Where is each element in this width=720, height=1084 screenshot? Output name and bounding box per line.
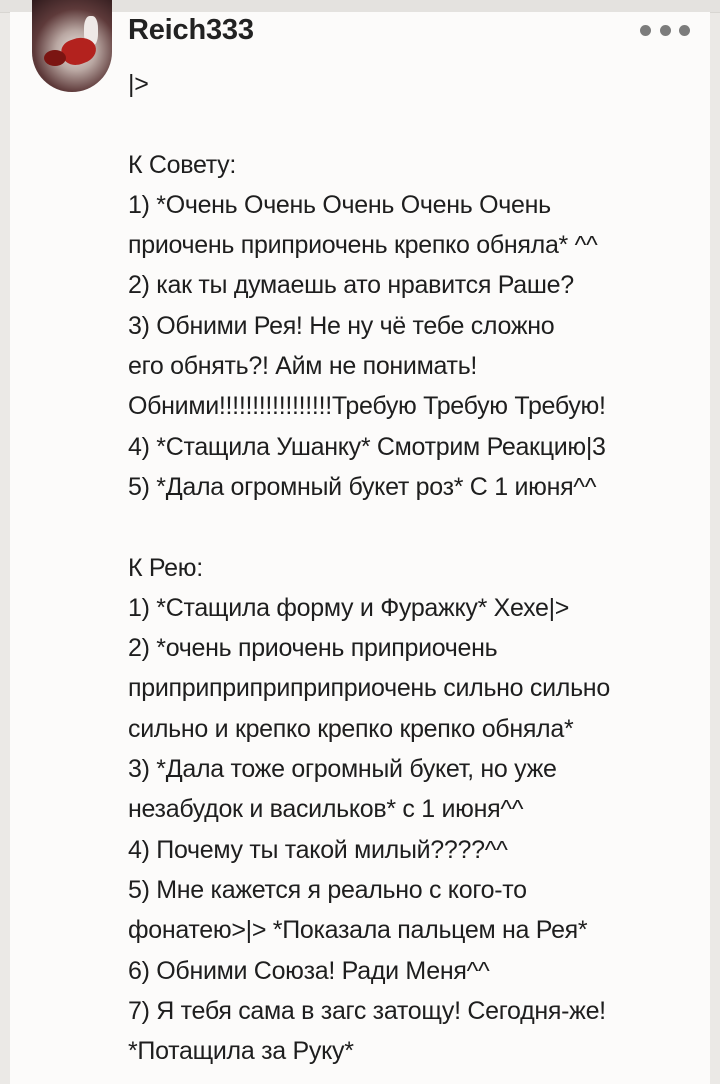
post-line: 1) *Стащила форму и Фуражку* Хехе|> xyxy=(128,593,570,622)
post-line xyxy=(128,507,708,547)
post-line: приочень приприочень крепко обняла* ^^ xyxy=(128,231,598,260)
post-line: 5) *Дала огромный букет роз* С 1 июня^^ xyxy=(128,472,597,501)
post-line: 7) Я тебя сама в загс затощу! Сегодня-же! xyxy=(128,996,606,1025)
author-username[interactable]: Reich333 xyxy=(128,14,254,46)
post-line: 5) Мне кажется я реально с кого-то xyxy=(128,875,527,904)
post-line: 4) Почему ты такой милый????^^ xyxy=(128,835,508,864)
post-line xyxy=(128,104,708,144)
post-line: К Рею: xyxy=(128,553,203,582)
more-options-button[interactable] xyxy=(640,18,690,42)
post-line: 4) *Стащила Ушанку* Смотрим Реакцию|3 xyxy=(128,432,606,461)
more-dots-icon xyxy=(679,25,690,36)
post-line: 6) Обними Союза! Ради Меня^^ xyxy=(128,956,490,985)
post-line: Обними!!!!!!!!!!!!!!!!!Требую Требую Требую! xyxy=(128,392,606,421)
post-line: сильно и крепко крепко крепко обняла* xyxy=(128,714,574,743)
post-line: *Потащила за Руку* xyxy=(128,1037,354,1066)
post-line: 1) *Очень Очень Очень Очень Очень xyxy=(128,190,551,219)
post-line: 2) как ты думаешь ато нравится Раше? xyxy=(128,271,574,300)
post-text xyxy=(128,64,708,1071)
post-line: его обнять?! Айм не понимать! xyxy=(128,352,478,381)
post-line: |> xyxy=(128,70,149,98)
post-line: фонатею>|> *Показала пальцем на Рея* xyxy=(128,916,588,945)
post-line: 3) Обними Рея! Не ну чё тебе сложно xyxy=(128,311,555,340)
author-avatar[interactable] xyxy=(32,0,112,92)
post-line: приприприприприприочень сильно сильно xyxy=(128,674,610,703)
post-line: 2) *очень приочень приприочень xyxy=(128,634,498,663)
post-line: незабудок и васильков* с 1 июня^^ xyxy=(128,795,524,824)
post-line: К Совету: xyxy=(128,150,237,179)
more-dots-icon xyxy=(660,25,671,36)
more-dots-icon xyxy=(640,25,651,36)
avatar-image-part xyxy=(44,50,66,66)
comment-card xyxy=(10,12,710,1084)
post-line: 3) *Дала тоже огромный букет, но уже xyxy=(128,755,557,784)
